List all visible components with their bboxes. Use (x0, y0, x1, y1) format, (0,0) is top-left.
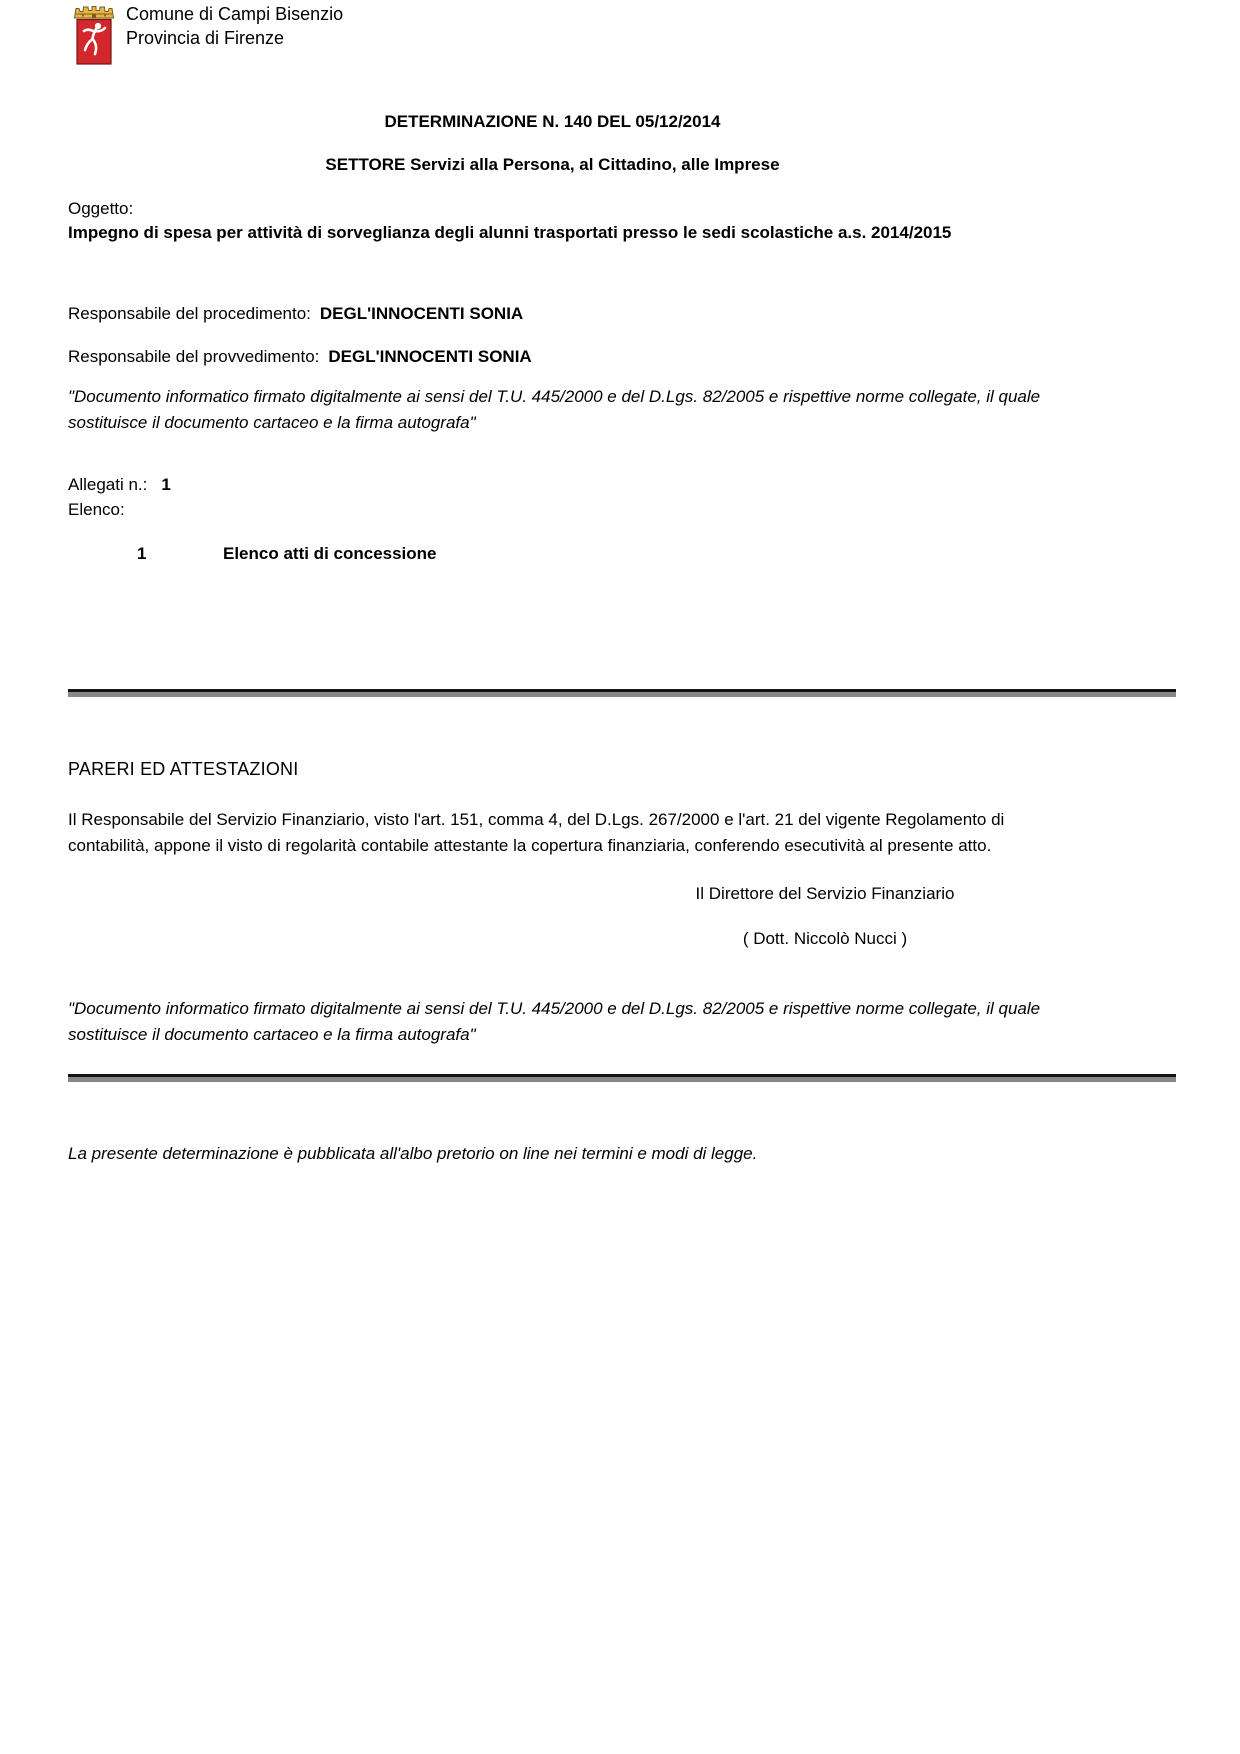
signer-name: ( Dott. Niccolò Nucci ) (742, 929, 908, 948)
attachment-number: 1 (137, 544, 147, 563)
attachments-count-row (68, 472, 1175, 497)
opinions-body: Il Responsabile del Servizio Finanziario, visto l'art. 151, comma 4, del D.Lgs. 267/2000 e l'art. 21 del vigente Regolamento di contabilità, appone il visto di regolarità contabile attestante la copertura finanziaria, conferendo esecutività al presente atto. (68, 810, 1005, 855)
digital-signature-note-repeat: "Documento informatico firmato digitalmente ai sensi del T.U. 445/2000 e del D.Lgs. 82/2005 e rispettive norme collegate, il quale sostituisce il documento cartaceo e la firma autografa" (68, 999, 1041, 1044)
responsible-provision-name: DEGL'INNOCENTI SONIA (328, 347, 532, 366)
attachment-list-item (68, 543, 1175, 565)
subject-text: Impegno di spesa per attività di sorveglianza degli alunni trasportati presso le sedi scolastiche a.s. 2014/2015 (68, 223, 952, 242)
subject-label: Oggetto: (68, 199, 134, 218)
digital-signature-note: "Documento informatico firmato digitalmente ai sensi del T.U. 445/2000 e del D.Lgs. 82/2005 e rispettive norme collegate, il quale sostituisce il documento cartaceo e la firma autografa" (68, 387, 1041, 432)
attachment-title: Elenco atti di concessione (223, 544, 437, 563)
signer-role: Il Direttore del Servizio Finanziario (695, 884, 955, 903)
responsible-procedure-row (68, 303, 1175, 325)
attachments-count-value: 1 (161, 475, 171, 494)
document-header (68, 2, 1175, 66)
responsible-provision-label: Responsabile del provvedimento: (68, 347, 320, 366)
determination-title: DETERMINAZIONE N. 140 DEL 05/12/2014 (384, 112, 721, 131)
publication-note: La presente determinazione è pubblicata all'albo pretorio on line nei termini e modi di legge. (68, 1144, 758, 1163)
campi-bisenzio-coat-of-arms-icon (68, 2, 120, 65)
province-name: Provincia di Firenze (126, 28, 285, 48)
attachments-list-label: Elenco: (68, 500, 125, 519)
commune-name: Comune di Campi Bisenzio (126, 4, 344, 24)
responsible-procedure-label: Responsabile del procedimento: (68, 304, 311, 323)
section-divider (68, 1074, 1176, 1082)
signature-block (679, 883, 971, 950)
sector-title: SETTORE Servizi alla Persona, al Cittadino, alle Imprese (325, 155, 780, 174)
attachments-count-label: Allegati n.: (68, 475, 148, 494)
section-divider (68, 689, 1176, 697)
responsible-procedure-name: DEGL'INNOCENTI SONIA (319, 304, 524, 323)
responsible-provision-row (68, 346, 1175, 368)
organization-name-block (126, 2, 343, 50)
opinions-heading: PARERI ED ATTESTAZIONI (68, 759, 299, 779)
